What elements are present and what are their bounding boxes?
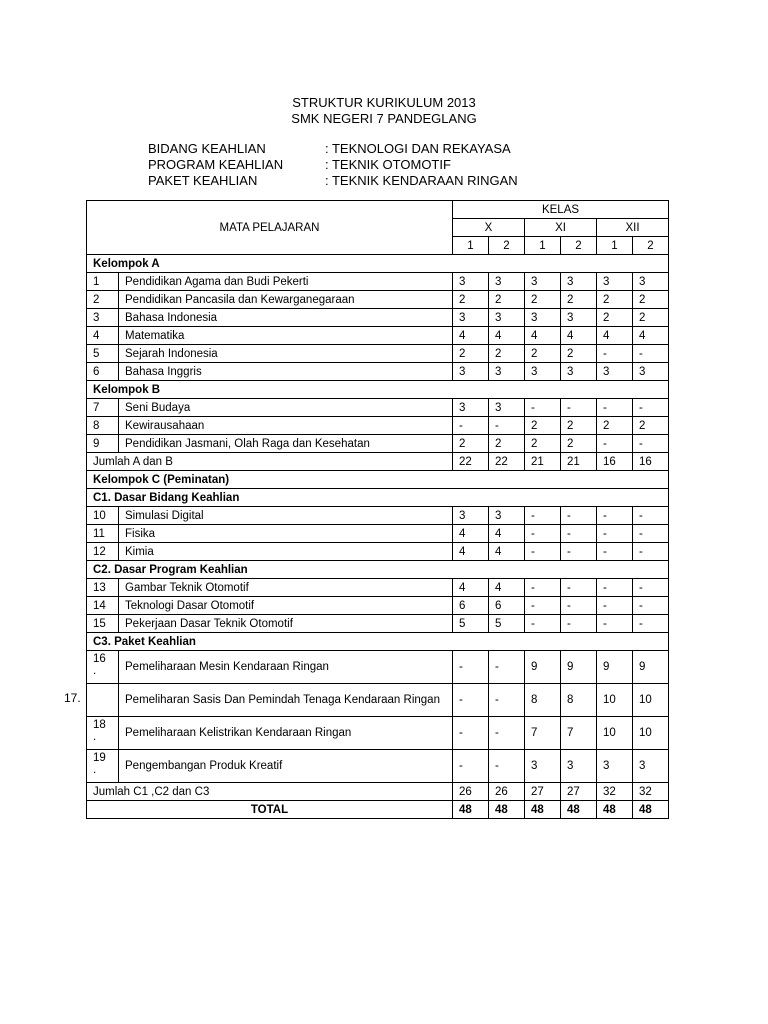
table-row xyxy=(87,399,669,417)
c3-heading: C3. Paket Keahlian xyxy=(87,633,669,651)
hours-cell: 10 xyxy=(597,717,633,750)
hours-cell: 2 xyxy=(525,435,561,453)
group-row xyxy=(87,633,669,651)
hours-cell: 3 xyxy=(453,309,489,327)
total-row xyxy=(87,801,669,819)
hours-cell: 3 xyxy=(597,750,633,783)
subject-name: Kimia xyxy=(119,543,453,561)
hours-cell: - xyxy=(561,525,597,543)
header-subject: MATA PELAJARAN xyxy=(87,201,453,255)
hours-cell: - xyxy=(597,435,633,453)
subject-name: Teknologi Dasar Otomotif xyxy=(119,597,453,615)
total-cell: 21 xyxy=(525,453,561,471)
hours-cell: - xyxy=(489,417,525,435)
table-row xyxy=(87,327,669,345)
group-row xyxy=(87,471,669,489)
hours-cell: - xyxy=(489,750,525,783)
row-number: 16 . xyxy=(87,651,119,684)
hours-cell: - xyxy=(525,525,561,543)
hours-cell: 3 xyxy=(525,750,561,783)
total-cell: 32 xyxy=(597,783,633,801)
subject-name: Sejarah Indonesia xyxy=(119,345,453,363)
hours-cell: 2 xyxy=(489,291,525,309)
row-number: 2 xyxy=(87,291,119,309)
hours-cell: - xyxy=(525,615,561,633)
row-number: 19 . xyxy=(87,750,119,783)
total-cell: 48 xyxy=(453,801,489,819)
row-number: 8 xyxy=(87,417,119,435)
row-number: 9 xyxy=(87,435,119,453)
group-row xyxy=(87,255,669,273)
hours-cell: 8 xyxy=(561,684,597,717)
hours-cell: - xyxy=(561,543,597,561)
hours-cell: 2 xyxy=(561,291,597,309)
hours-cell: - xyxy=(525,507,561,525)
meta-program xyxy=(148,157,451,173)
total-cell: 22 xyxy=(489,453,525,471)
total-cell: 16 xyxy=(633,453,669,471)
subject-name: Pendidikan Jasmani, Olah Raga dan Kesehatan xyxy=(119,435,453,453)
subject-name: Simulasi Digital xyxy=(119,507,453,525)
hours-cell: - xyxy=(633,579,669,597)
header-class-xii: XII xyxy=(597,219,669,237)
hours-cell: 3 xyxy=(489,273,525,291)
hours-cell: - xyxy=(489,651,525,684)
hours-cell: - xyxy=(525,597,561,615)
subject-name: Matematika xyxy=(119,327,453,345)
hours-cell: 3 xyxy=(633,750,669,783)
hours-cell: 7 xyxy=(561,717,597,750)
total-cell: 32 xyxy=(633,783,669,801)
hours-cell: - xyxy=(525,543,561,561)
hours-cell: 3 xyxy=(525,273,561,291)
hours-cell: - xyxy=(453,684,489,717)
table-row xyxy=(87,651,669,684)
hours-cell: - xyxy=(633,543,669,561)
hours-cell: - xyxy=(597,507,633,525)
table-row xyxy=(87,525,669,543)
table-row xyxy=(87,684,669,717)
hours-cell: 9 xyxy=(633,651,669,684)
hours-cell: 6 xyxy=(489,597,525,615)
table-row xyxy=(87,345,669,363)
total-cell: 22 xyxy=(453,453,489,471)
hours-cell: - xyxy=(489,684,525,717)
hours-cell: 3 xyxy=(453,399,489,417)
hours-cell: 2 xyxy=(597,291,633,309)
row-number: 11 xyxy=(87,525,119,543)
meta-paket xyxy=(148,173,518,189)
total-cell: 27 xyxy=(525,783,561,801)
subject-name: Bahasa Inggris xyxy=(119,363,453,381)
total-cell: 27 xyxy=(561,783,597,801)
hours-cell: - xyxy=(525,399,561,417)
group-c-heading: Kelompok C (Peminatan) xyxy=(87,471,669,489)
hours-cell: - xyxy=(597,615,633,633)
c1-heading: C1. Dasar Bidang Keahlian xyxy=(87,489,669,507)
hours-cell: 3 xyxy=(633,273,669,291)
hours-cell: 7 xyxy=(525,717,561,750)
hours-cell: - xyxy=(561,615,597,633)
c2-heading: C2. Dasar Program Keahlian xyxy=(87,561,669,579)
row-number: 5 xyxy=(87,345,119,363)
hours-cell: 4 xyxy=(489,327,525,345)
hours-cell: 2 xyxy=(561,417,597,435)
hours-cell: 2 xyxy=(525,345,561,363)
table-row xyxy=(87,291,669,309)
hours-cell: - xyxy=(633,399,669,417)
table-row xyxy=(87,615,669,633)
hours-cell: 4 xyxy=(453,579,489,597)
hours-cell: 2 xyxy=(597,309,633,327)
row-number xyxy=(87,684,119,717)
hours-cell: - xyxy=(597,345,633,363)
hours-cell: - xyxy=(453,717,489,750)
sum-c-row xyxy=(87,783,669,801)
hours-cell: - xyxy=(597,543,633,561)
total-cell: 26 xyxy=(453,783,489,801)
hours-cell: 3 xyxy=(489,363,525,381)
row-number: 15 xyxy=(87,615,119,633)
subject-name: Pendidikan Agama dan Budi Pekerti xyxy=(119,273,453,291)
hours-cell: - xyxy=(525,579,561,597)
row-number: 7 xyxy=(87,399,119,417)
hours-cell: - xyxy=(597,597,633,615)
hours-cell: 3 xyxy=(561,273,597,291)
hours-cell: 3 xyxy=(561,750,597,783)
meta-bidang xyxy=(148,141,511,157)
subject-name: Pengembangan Produk Kreatif xyxy=(119,750,453,783)
hours-cell: 2 xyxy=(525,417,561,435)
header-kelas: KELAS xyxy=(453,201,669,219)
hours-cell: - xyxy=(453,417,489,435)
total-cell: 48 xyxy=(489,801,525,819)
hours-cell: 3 xyxy=(597,363,633,381)
table-row xyxy=(87,507,669,525)
header-class-x: X xyxy=(453,219,525,237)
header-class-xi: XI xyxy=(525,219,597,237)
table-row xyxy=(87,363,669,381)
hours-cell: 2 xyxy=(561,345,597,363)
school-name: SMK NEGERI 7 PANDEGLANG xyxy=(291,111,477,126)
hours-cell: - xyxy=(561,579,597,597)
hours-cell: 3 xyxy=(489,507,525,525)
sum-c-row-label: Jumlah C1 ,C2 dan C3 xyxy=(87,783,453,801)
group-row xyxy=(87,489,669,507)
subject-name: Fisika xyxy=(119,525,453,543)
table-row xyxy=(87,417,669,435)
hours-cell: 3 xyxy=(561,309,597,327)
hours-cell: 4 xyxy=(453,543,489,561)
table-row xyxy=(87,717,669,750)
meta-value: : TEKNIK OTOMOTIF xyxy=(325,157,451,172)
hours-cell: 9 xyxy=(561,651,597,684)
table-row xyxy=(87,309,669,327)
hours-cell: 2 xyxy=(453,345,489,363)
total-cell: 48 xyxy=(525,801,561,819)
hours-cell: 8 xyxy=(525,684,561,717)
hours-cell: 5 xyxy=(453,615,489,633)
hours-cell: 6 xyxy=(453,597,489,615)
total-cell: 16 xyxy=(597,453,633,471)
hours-cell: 3 xyxy=(489,399,525,417)
row-number-outside: 17. xyxy=(64,691,81,705)
row-number: 14 xyxy=(87,597,119,615)
hours-cell: 2 xyxy=(597,417,633,435)
hours-cell: 4 xyxy=(489,579,525,597)
hours-cell: 4 xyxy=(561,327,597,345)
hours-cell: 9 xyxy=(525,651,561,684)
hours-cell: 4 xyxy=(453,525,489,543)
header-semester: 2 xyxy=(633,237,669,255)
hours-cell: 3 xyxy=(489,309,525,327)
hours-cell: 2 xyxy=(561,435,597,453)
hours-cell: 4 xyxy=(489,525,525,543)
row-number: 18 . xyxy=(87,717,119,750)
hours-cell: 10 xyxy=(633,684,669,717)
hours-cell: 2 xyxy=(525,291,561,309)
meta-value: : TEKNOLOGI DAN REKAYASA xyxy=(325,141,511,156)
meta-value: : TEKNIK KENDARAAN RINGAN xyxy=(325,173,518,188)
document-title: STRUKTUR KURIKULUM 2013 xyxy=(292,95,476,110)
meta-key: BIDANG KEAHLIAN xyxy=(148,141,266,156)
hours-cell: 4 xyxy=(489,543,525,561)
hours-cell: 3 xyxy=(633,363,669,381)
table-row xyxy=(87,579,669,597)
hours-cell: - xyxy=(633,525,669,543)
header-semester: 1 xyxy=(453,237,489,255)
row-number: 6 xyxy=(87,363,119,381)
total-cell: 21 xyxy=(561,453,597,471)
subject-name: Seni Budaya xyxy=(119,399,453,417)
hours-cell: - xyxy=(633,597,669,615)
hours-cell: - xyxy=(561,507,597,525)
subject-name: Pemeliharan Sasis Dan Pemindah Tenaga Kendaraan Ringan xyxy=(119,684,453,717)
hours-cell: 2 xyxy=(453,291,489,309)
row-number: 3 xyxy=(87,309,119,327)
hours-cell: - xyxy=(633,507,669,525)
total-cell: 48 xyxy=(633,801,669,819)
sum-ab-row-label: Jumlah A dan B xyxy=(87,453,453,471)
hours-cell: - xyxy=(633,435,669,453)
group-b-heading: Kelompok B xyxy=(87,381,669,399)
hours-cell: 5 xyxy=(489,615,525,633)
table-row xyxy=(87,597,669,615)
hours-cell: - xyxy=(597,399,633,417)
table-row xyxy=(87,750,669,783)
hours-cell: 3 xyxy=(453,363,489,381)
group-row xyxy=(87,381,669,399)
hours-cell: - xyxy=(453,651,489,684)
subject-name: Pemeliharaan Mesin Kendaraan Ringan xyxy=(119,651,453,684)
total-cell: 48 xyxy=(561,801,597,819)
subject-name: Kewirausahaan xyxy=(119,417,453,435)
hours-cell: 2 xyxy=(453,435,489,453)
hours-cell: 4 xyxy=(453,327,489,345)
hours-cell: 10 xyxy=(597,684,633,717)
hours-cell: - xyxy=(561,597,597,615)
hours-cell: 3 xyxy=(453,273,489,291)
total-cell: 48 xyxy=(597,801,633,819)
subject-name: Pendidikan Pancasila dan Kewarganegaraan xyxy=(119,291,453,309)
subject-name: Bahasa Indonesia xyxy=(119,309,453,327)
row-number: 13 xyxy=(87,579,119,597)
total-cell: 26 xyxy=(489,783,525,801)
hours-cell: 3 xyxy=(561,363,597,381)
header-semester: 1 xyxy=(597,237,633,255)
hours-cell: - xyxy=(633,345,669,363)
row-number: 4 xyxy=(87,327,119,345)
row-number: 10 xyxy=(87,507,119,525)
hours-cell: - xyxy=(597,525,633,543)
row-number: 12 xyxy=(87,543,119,561)
hours-cell: 3 xyxy=(525,363,561,381)
table-row xyxy=(87,435,669,453)
hours-cell: 10 xyxy=(633,717,669,750)
subject-name: Gambar Teknik Otomotif xyxy=(119,579,453,597)
group-a-heading: Kelompok A xyxy=(87,255,669,273)
hours-cell: 4 xyxy=(597,327,633,345)
hours-cell: 2 xyxy=(489,345,525,363)
subject-name: Pemeliharaan Kelistrikan Kendaraan Ringan xyxy=(119,717,453,750)
hours-cell: 9 xyxy=(597,651,633,684)
hours-cell: 3 xyxy=(597,273,633,291)
hours-cell: - xyxy=(561,399,597,417)
total-row-label: TOTAL xyxy=(87,801,453,819)
hours-cell: - xyxy=(597,579,633,597)
header-semester: 1 xyxy=(525,237,561,255)
meta-key: PAKET KEAHLIAN xyxy=(148,173,258,188)
sum-ab-row xyxy=(87,453,669,471)
subject-name: Pekerjaan Dasar Teknik Otomotif xyxy=(119,615,453,633)
hours-cell: - xyxy=(489,717,525,750)
group-row xyxy=(87,561,669,579)
meta-key: PROGRAM KEAHLIAN xyxy=(148,157,284,172)
hours-cell: 4 xyxy=(525,327,561,345)
hours-cell: 2 xyxy=(633,309,669,327)
curriculum-table xyxy=(86,200,669,819)
hours-cell: 3 xyxy=(525,309,561,327)
hours-cell: - xyxy=(453,750,489,783)
hours-cell: 4 xyxy=(633,327,669,345)
hours-cell: 2 xyxy=(633,417,669,435)
header-semester: 2 xyxy=(489,237,525,255)
hours-cell: 3 xyxy=(453,507,489,525)
hours-cell: 2 xyxy=(489,435,525,453)
table-row xyxy=(87,543,669,561)
hours-cell: - xyxy=(633,615,669,633)
hours-cell: 2 xyxy=(633,291,669,309)
header-semester: 2 xyxy=(561,237,597,255)
table-row xyxy=(87,273,669,291)
row-number: 1 xyxy=(87,273,119,291)
